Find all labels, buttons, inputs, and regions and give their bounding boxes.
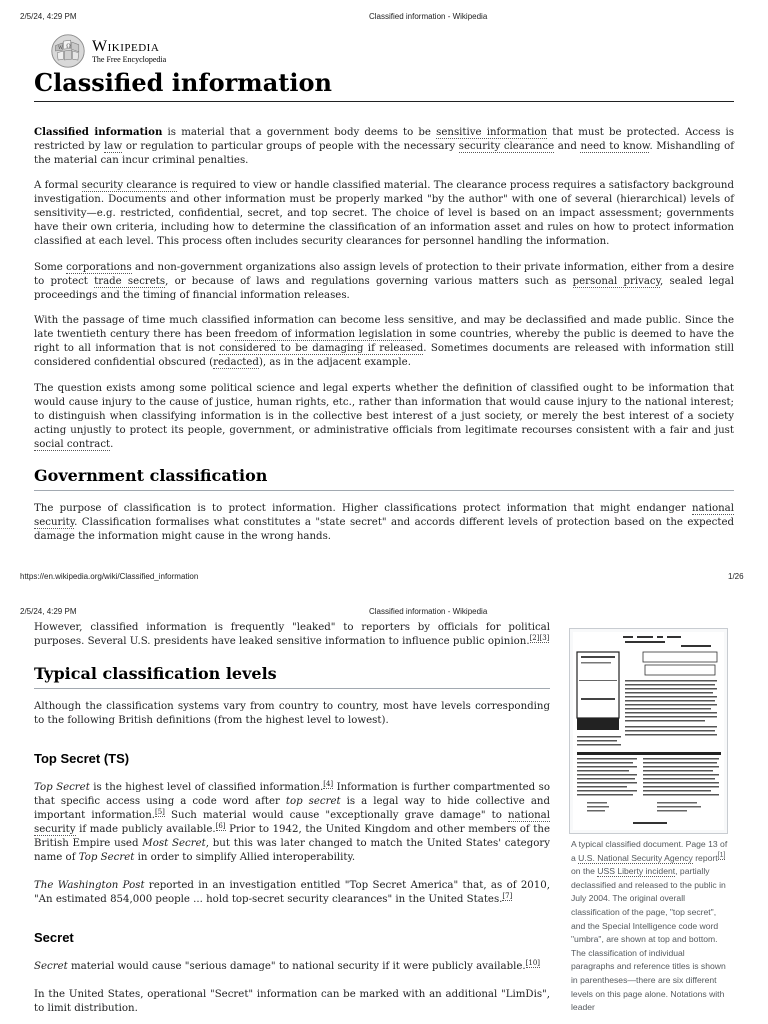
citation-10[interactable]: [10] — [525, 959, 541, 967]
link-uss-liberty[interactable]: USS Liberty incident — [597, 866, 676, 877]
link-nsa[interactable]: U.S. National Security Agency — [578, 852, 693, 863]
link-redacted[interactable]: redacted — [213, 357, 259, 368]
citation-6[interactable]: [6] — [215, 822, 226, 830]
wikipedia-tagline: The Free Encyclopedia — [92, 55, 167, 64]
top-secret-paragraph: Top Secret is the highest level of classified information.[4] Information is further compartmented so that specific access using a code word after top secret is a legal way to hide collective and important information.[5] Such material would cause "exceptionally grave damage" to national security if made publicly available.[6] Prior to 1942, the United Kingdom and other members of the British Empire used Most Secret, but this was later changed to match the United States' category name of Top Secret in order to simplify Allied interoperability. — [34, 780, 551, 863]
section-divider — [34, 490, 734, 491]
purpose-paragraph: The purpose of classification is to protect information. Higher classifications protect information that might endanger national security. Classification formalises what constitutes a "state secret" and accords different levels of protection based on the expected damage the information might cause in the wrong hands. — [34, 503, 734, 542]
link-trade-secrets[interactable]: trade secrets — [94, 276, 166, 287]
clearance-paragraph: A formal security clearance is required to view or handle classified material. The clearance process requires a satisfactory background investigation. Documents and other information must be properly marked "by the author" with one of several (hierarchical) levels of sensitivity—e.g. restricted, confidential, secret, and top secret. The choice of level is based on an impact assessment; governments have their own criteria, including how to determine the classification of an information asset and rules on how to protect information classified at each level. This process often includes security clearances for personnel handling the information. — [34, 180, 734, 247]
limdis-paragraph: In the United States, operational "Secret" information can be marked with an additional "LimDis", to limit distribution. — [34, 989, 550, 1014]
heading-secret: Secret — [34, 930, 74, 945]
svg-text:W: W — [58, 46, 63, 52]
print-page-number: 1/26 — [728, 572, 744, 581]
citation-7[interactable]: [7] — [502, 892, 513, 900]
secret-paragraph: Secret material would cause "serious damage" to national security if it were publicly available.[10] — [34, 959, 541, 972]
document-scan-icon — [573, 632, 724, 830]
wikipedia-wordmark: Wikipedia — [92, 38, 160, 55]
page-title: Classified information — [34, 68, 332, 97]
justice-paragraph: The question exists among some political science and legal experts whether the definition of classified ought to be information that would cause injury to the cause of justice, human rights, etc., rather than information that would cause injury to the national interest; to distinguish when classifying information is in the collective best interest of a just society, or merely the best interest of a society acting unjustly to protect its people, government, or administrative officials from legitimate recourses consistent with a fair and just social contract. — [34, 383, 734, 450]
link-national-security[interactable]: national security — [34, 503, 734, 528]
link-need-to-know[interactable]: need to know — [580, 141, 650, 152]
classified-document-figure[interactable] — [569, 628, 728, 834]
citation-5[interactable]: [5] — [155, 808, 165, 816]
wikipedia-globe-icon — [50, 33, 86, 69]
title-divider — [34, 101, 734, 102]
print-timestamp-2: 2/5/24, 4:29 PM — [20, 607, 77, 616]
citation-2-3[interactable]: [2][3] — [529, 634, 550, 642]
corporations-paragraph: Some corporations and non-government organizations also assign levels of protection to their private information, either from a desire to protect trade secrets, or because of laws and regulations governing various matters such as personal privacy, sealed legal proceedings and the timing of financial information releases. — [34, 262, 735, 301]
wikipedia-logo[interactable] — [50, 33, 166, 69]
svg-text:Ω: Ω — [66, 43, 71, 50]
link-corporations[interactable]: corporations — [66, 262, 132, 273]
link-sensitive-information[interactable]: sensitive information — [436, 127, 548, 138]
heading-top-secret: Top Secret (TS) — [34, 751, 130, 766]
link-freedom-of-information[interactable]: freedom of information legislation — [234, 329, 413, 340]
link-considered-damaging[interactable]: considered to be damaging if released — [219, 343, 424, 354]
washington-post-paragraph: The Washington Post reported in an investigation entitled "Top Secret America" that, as of 2010, "An estimated 854,000 people ... hold top-secret security clearances" in the United States.[7] — [34, 880, 550, 905]
citation-4[interactable]: [4] — [323, 780, 334, 788]
intro-bold-term: Classified information — [34, 126, 163, 138]
link-national-security-2[interactable]: national security — [34, 810, 550, 835]
levels-intro-paragraph: Although the classification systems vary from country to country, most have levels corresponding to the following British definitions (from the highest level to lowest). — [34, 701, 550, 726]
heading-government-classification: Government classification — [34, 466, 268, 485]
print-doc-title-2: Classified information - Wikipedia — [369, 607, 488, 616]
link-security-clearance[interactable]: security clearance — [458, 141, 555, 152]
link-social-contract[interactable]: social contract — [34, 439, 111, 450]
heading-classification-levels: Typical classification levels — [34, 664, 277, 683]
link-personal-privacy[interactable]: personal privacy — [572, 276, 661, 287]
intro-paragraph: Classified information is material that a government body deems to be sensitive information that must be protected. Access is restricted by law or regulation to particular groups of people with the necessary security clearance and need to know. Mishandling of the material can incur criminal penalties. — [34, 126, 735, 166]
print-doc-title: Classified information - Wikipedia — [369, 12, 488, 21]
leak-paragraph: However, classified information is frequently "leaked" to reporters by officials for political purposes. Several U.S. presidents have leaked sensitive information to influence public opinion.[2][3] — [34, 622, 550, 647]
declassification-paragraph: With the passage of time much classified information can become less sensitive, and may be declassified and made public. Since the late twentieth century there has been freedom of information legislation in some countries, whereby the public is deemed to have the right to all information that is not considered to be damaging if released. Sometimes documents are released with information still considered confidential obscured (redacted), as in the adjacent example. — [34, 315, 734, 368]
print-url: https://en.wikipedia.org/wiki/Classified_information — [20, 572, 199, 581]
levels-divider — [34, 688, 550, 689]
link-law[interactable]: law — [104, 141, 123, 152]
print-timestamp: 2/5/24, 4:29 PM — [20, 12, 77, 21]
citation-1[interactable]: [1] — [717, 851, 726, 859]
classified-document-image — [573, 632, 724, 830]
link-security-clearance-2[interactable]: security clearance — [81, 180, 177, 191]
figure-caption: A typical classified document. Page 13 of a U.S. National Security Agency report[1] on the USS Liberty incident, partially declassified and released to the public in July 2004. The original overall classification of the page, "top secret", and the Special Intelligence code word "umbra", are shown at top and bottom. The classification of individual paragraphs and reference titles is shown in parentheses—there are six different levels on this page alone. Notations with leader — [571, 839, 728, 1013]
